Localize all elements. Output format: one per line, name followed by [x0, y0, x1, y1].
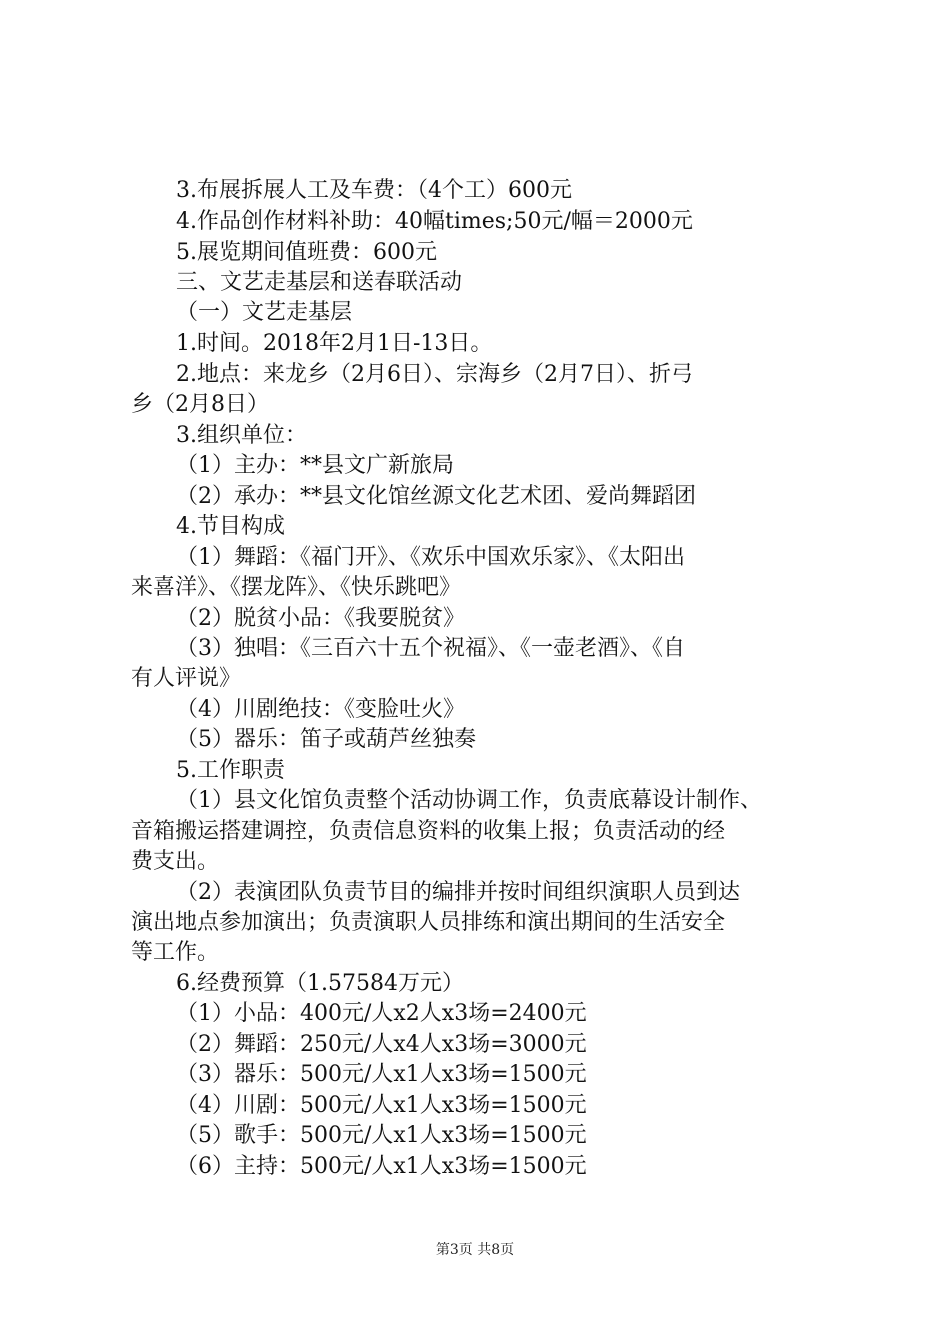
text-line: 3.布展拆展人工及车费：（4个工）600元: [176, 178, 572, 203]
text-line: 3.组织单位：: [176, 423, 307, 448]
text-line: 1.时间。2018年2月1日-13日。: [176, 331, 493, 356]
text-line: （2）表演团队负责节目的编排并按时间组织演职人员到达: [176, 880, 740, 905]
text-line: （3）器乐：500元/人x1人x3场=1500元: [176, 1062, 587, 1087]
text-line: （4）川剧：500元/人x1人x3场=1500元: [176, 1093, 587, 1118]
text-line: （2）脱贫小品：《我要脱贫》: [176, 606, 465, 631]
text-line: 费支出。: [131, 849, 220, 874]
text-line: （6）主持：500元/人x1人x3场=1500元: [176, 1154, 587, 1179]
text-line: 6.经费预算（1.57584万元）: [176, 971, 464, 996]
text-line: 有人评说》: [131, 666, 242, 691]
page-number-footer: 第3页 共8页: [435, 1242, 515, 1258]
section-heading: 三、文艺走基层和送春联活动: [176, 270, 463, 295]
text-line: （1）舞蹈：《福门开》、《欢乐中国欢乐家》、《太阳出: [176, 545, 685, 570]
text-line: （3）独唱：《三百六十五个祝福》、《一壶老酒》、《自: [176, 636, 685, 661]
text-line: 5.工作职责: [176, 758, 285, 783]
text-line: （4）川剧绝技：《变脸吐火》: [176, 697, 465, 722]
text-line: 音箱搬运搭建调控，负责信息资料的收集上报；负责活动的经: [131, 819, 726, 844]
text-line: （2）舞蹈：250元/人x4人x3场=3000元: [176, 1032, 587, 1057]
text-line: 4.节目构成: [176, 514, 285, 539]
text-line: 2.地点：来龙乡（2月6日）、宗海乡（2月7日）、折弓: [176, 362, 693, 387]
text-line: 来喜洋》、《摆龙阵》、《快乐跳吧》: [131, 575, 462, 600]
text-line: （5）器乐：笛子或葫芦丝独奏: [176, 727, 476, 752]
text-line: （1）小品：400元/人x2人x3场=2400元: [176, 1001, 587, 1026]
subsection-heading: （一）文艺走基层: [176, 300, 353, 325]
text-line: 等工作。: [131, 940, 220, 965]
text-line: 演出地点参加演出；负责演职人员排练和演出期间的生活安全: [131, 910, 726, 935]
text-line: （2）承办：**县文化馆丝源文化艺术团、爱尚舞蹈团: [176, 484, 696, 509]
text-line: （1）主办：**县文广新旅局: [176, 453, 454, 478]
text-line: 4.作品创作材料补助：40幅times;50元/幅＝2000元: [176, 209, 693, 234]
text-line: （1）县文化馆负责整个活动协调工作，负责底幕设计制作、: [176, 788, 762, 813]
text-line: （5）歌手：500元/人x1人x3场=1500元: [176, 1123, 587, 1148]
text-line: 乡（2月8日）: [131, 392, 269, 417]
text-line: 5.展览期间值班费：600元: [176, 240, 437, 265]
